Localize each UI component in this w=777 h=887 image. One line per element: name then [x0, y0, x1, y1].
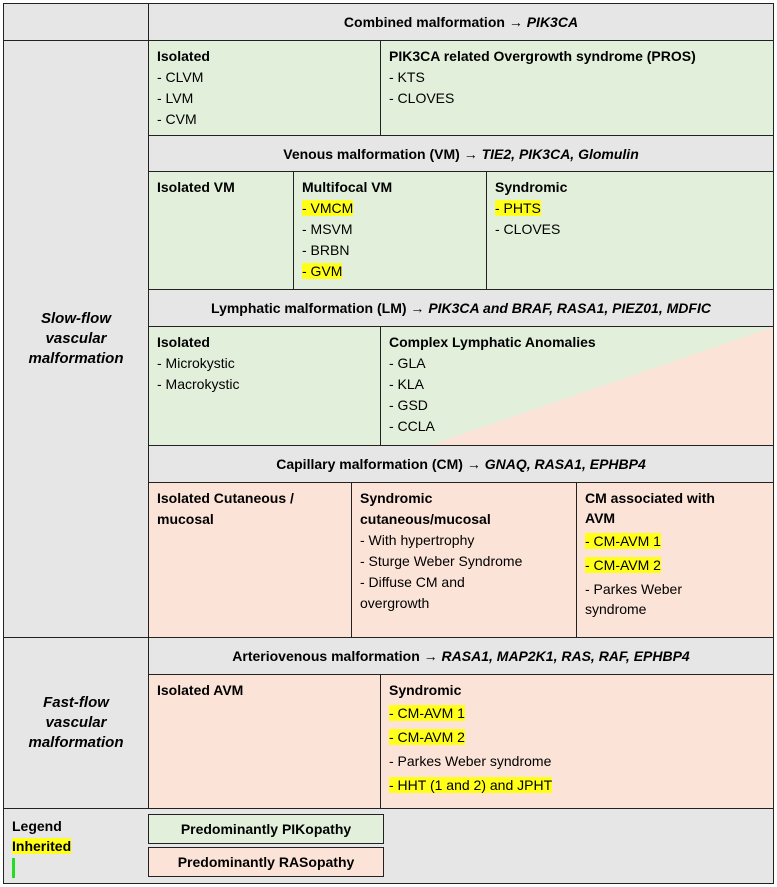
vm-syndromic-cell: Syndromic - PHTS - CLOVES	[486, 171, 774, 290]
lm-complex-cell: Complex Lymphatic Anomalies - GLA - KLA - GSD - CCLA	[380, 326, 774, 446]
vm-isolated-cell: Isolated VM	[148, 171, 294, 290]
lm-isolated-cell: Isolated - Microkystic - Macrokystic	[148, 326, 381, 446]
top-left-corner	[3, 3, 149, 41]
legend-rasopathy: Predominantly RASopathy	[148, 847, 384, 877]
fast-flow-label: Fast-flow vascular malformation	[3, 637, 149, 809]
slow-flow-label: Slow-flow vascular malformation	[3, 40, 149, 638]
avm-syndromic-cell: Syndromic - CM-AVM 1 - CM-AVM 2 - Parkes Weber syndrome - HHT (1 and 2) and JPHT	[380, 674, 774, 809]
highlight-inherited: - CM-AVM 2	[585, 557, 661, 573]
pros-cell: PIK3CA related Overgrowth syndrome (PROS) - KTS - CLOVES	[380, 40, 774, 136]
cm-isolated-cell: Isolated Cutaneous / mucosal	[148, 482, 352, 638]
combined-header: Combined malformation → PIK3CA	[148, 3, 774, 41]
highlight-inherited: - VMCM	[302, 200, 354, 216]
highlight-inherited: - CM-AVM 1	[585, 533, 661, 549]
legend-pikopathy: Predominantly PIKopathy	[148, 814, 384, 844]
legend-panel	[3, 808, 774, 884]
venous-header: Venous malformation (VM) → TIE2, PIK3CA, Glomulin	[148, 135, 774, 172]
highlight-inherited: - CM-AVM 1	[389, 705, 465, 721]
highlight-inherited: - HHT (1 and 2) and JPHT	[389, 777, 553, 793]
cm-avm-cell: CM associated with AVM - CM-AVM 1 - CM-AVM 2 - Parkes Weber syndrome	[576, 482, 774, 638]
vm-multifocal-cell: Multifocal VM - VMCM - MSVM - BRBN - GVM	[293, 171, 487, 290]
legend-cursor-mark	[12, 858, 15, 878]
highlight-inherited: - GVM	[302, 263, 343, 279]
highlight-inherited: - CM-AVM 2	[389, 729, 465, 745]
combined-isolated-cell: Isolated - CLVM - LVM - CVM	[148, 40, 381, 136]
arteriovenous-header: Arteriovenous malformation → RASA1, MAP2K1, RAS, RAF, EPHBP4	[148, 637, 774, 675]
cm-syndromic-cell: Syndromic cutaneous/mucosal - With hypertrophy - Sturge Weber Syndrome - Diffuse CM and overgrowth	[351, 482, 577, 638]
capillary-header: Capillary malformation (CM) → GNAQ, RASA1, EPHBP4	[148, 445, 774, 483]
lymphatic-header: Lymphatic malformation (LM) → PIK3CA and BRAF, RASA1, PIEZ01, MDFIC	[148, 289, 774, 327]
legend-inherited: Inherited	[12, 838, 72, 854]
legend-title: Legend	[12, 818, 62, 834]
highlight-inherited: - PHTS	[495, 200, 541, 216]
avm-isolated-cell: Isolated AVM	[148, 674, 381, 809]
